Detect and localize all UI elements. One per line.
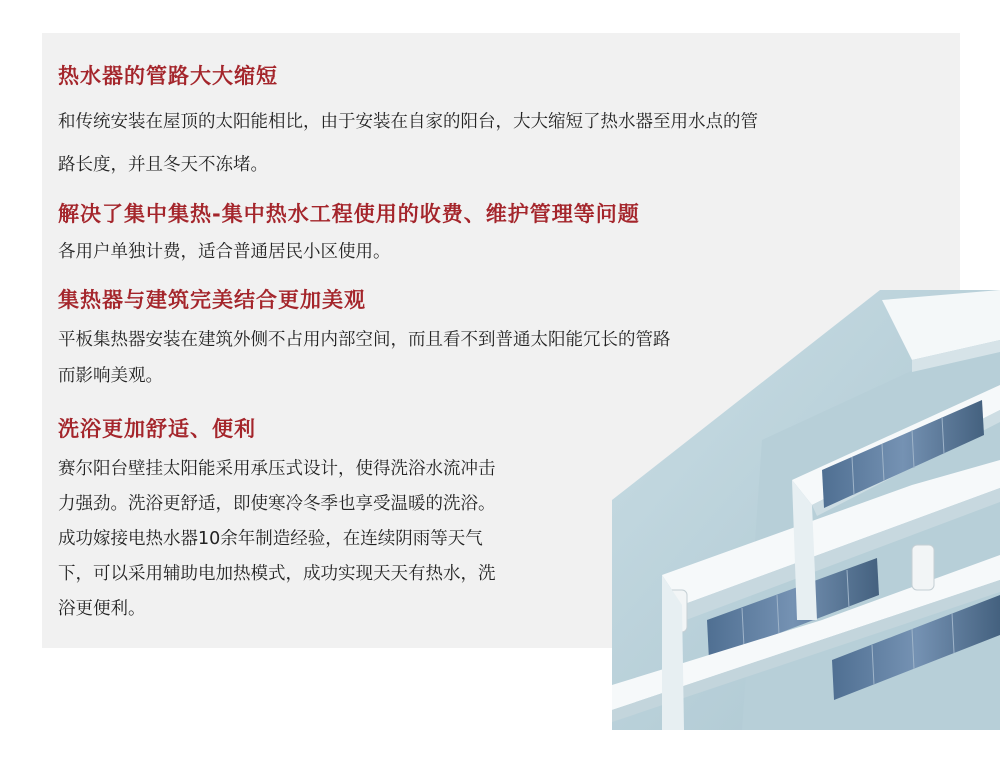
body-line: 赛尔阳台壁挂太阳能采用承压式设计，使得洗浴水流冲击 — [58, 459, 496, 479]
body-line: 路长度，并且冬天不冻堵。 — [58, 155, 268, 175]
body-line: 力强劲。洗浴更舒适，即使寒冷冬季也享受温暖的洗浴。 — [58, 494, 496, 514]
body-line: 成功嫁接电热水器10余年制造经验，在连续阴雨等天气 — [58, 529, 483, 549]
section-body-pipeline — [58, 101, 758, 187]
section-heading-comfort: 洗浴更加舒适、便利 — [58, 417, 256, 441]
body-line: 平板集热器安装在建筑外侧不占用内部空间，而且看不到普通太阳能冗长的管路 — [58, 330, 671, 350]
section-heading-billing: 解决了集中集热-集中热水工程使用的收费、维护管理等问题 — [58, 202, 640, 226]
body-line: 和传统安装在屋顶的太阳能相比，由于安装在自家的阳台，大大缩短了热水器至用水点的管 — [58, 112, 758, 132]
section-heading-pipeline: 热水器的管路大大缩短 — [58, 64, 278, 88]
body-line: 下，可以采用辅助电加热模式，成功实现天天有热水，洗 — [58, 564, 496, 584]
section-body-billing — [58, 237, 391, 267]
body-line: 而影响美观。 — [58, 366, 163, 386]
section-heading-aesthetics: 集热器与建筑完美结合更加美观 — [58, 288, 366, 312]
section-body-comfort — [58, 452, 496, 627]
section-body-aesthetics — [58, 322, 671, 394]
body-line: 浴更便利。 — [58, 599, 146, 619]
body-line: 各用户单独计费，适合普通居民小区使用。 — [58, 242, 391, 262]
